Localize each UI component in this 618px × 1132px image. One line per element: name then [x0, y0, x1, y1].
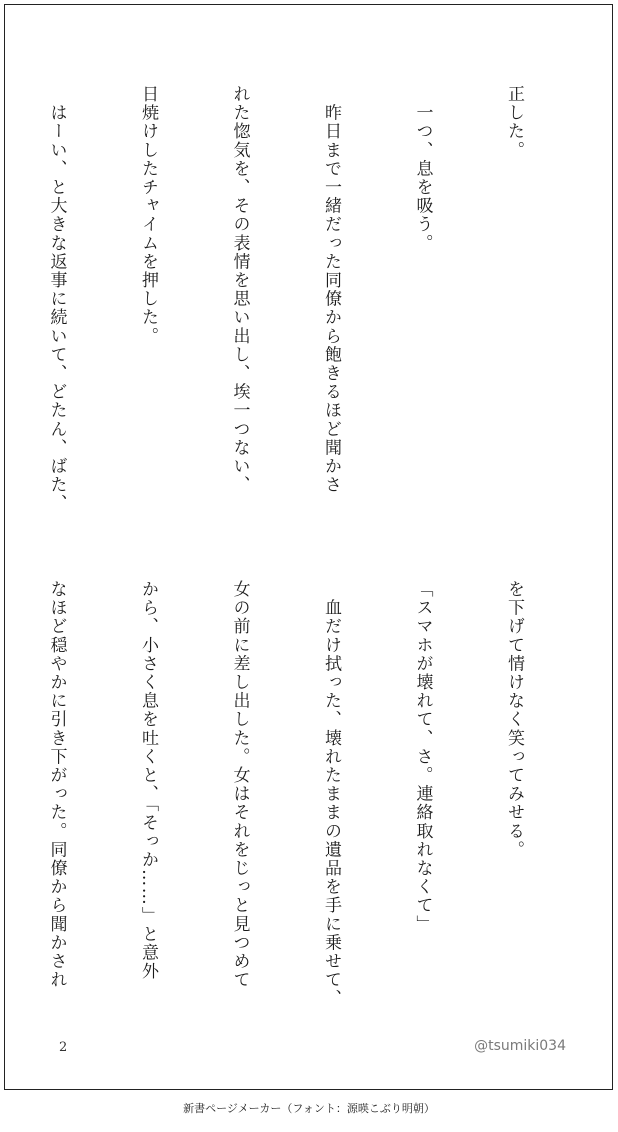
text-line: はーい、と大きな返事に続いて、どたん、ばた、: [46, 85, 67, 513]
page-number: 2: [59, 1040, 68, 1055]
text-line: 昨日まで一緒だった同僚から飽きるほど聞かさ: [321, 85, 341, 495]
book-page: [4, 4, 613, 1090]
text-line: 日焼けしたチャイムを押した。: [138, 85, 158, 346]
top-text-column: [45, 85, 590, 525]
text-line: 一つ、息を吸う。: [412, 85, 433, 253]
text-line: 血だけ拭った、壊れたままの遺品を手に乗せて、: [321, 580, 341, 1008]
text-line: 正した。: [504, 85, 524, 160]
bottom-text-column: [45, 580, 590, 1020]
text-line: から、小さく息を吐くと、「そっか……」と意外: [138, 580, 158, 981]
text-line: 女の前に差し出した。女はそれをじっと見つめて: [229, 580, 250, 990]
author-handle: @tsumiki034: [474, 1038, 566, 1054]
text-line: れた惚気を、その表情を思い出し、埃一つない、: [229, 85, 250, 495]
text-line: を下げて情けなく笑ってみせる。: [504, 580, 524, 859]
footer-credit: 新書ページメーカー（フォント：源暎こぶり明朝）: [183, 1102, 435, 1115]
text-line: なほど穏やかに引き下がった。同僚から聞かされ: [46, 580, 67, 990]
text-line: 「スマホが壊れて、さ。連絡取れなくて」: [412, 580, 433, 934]
